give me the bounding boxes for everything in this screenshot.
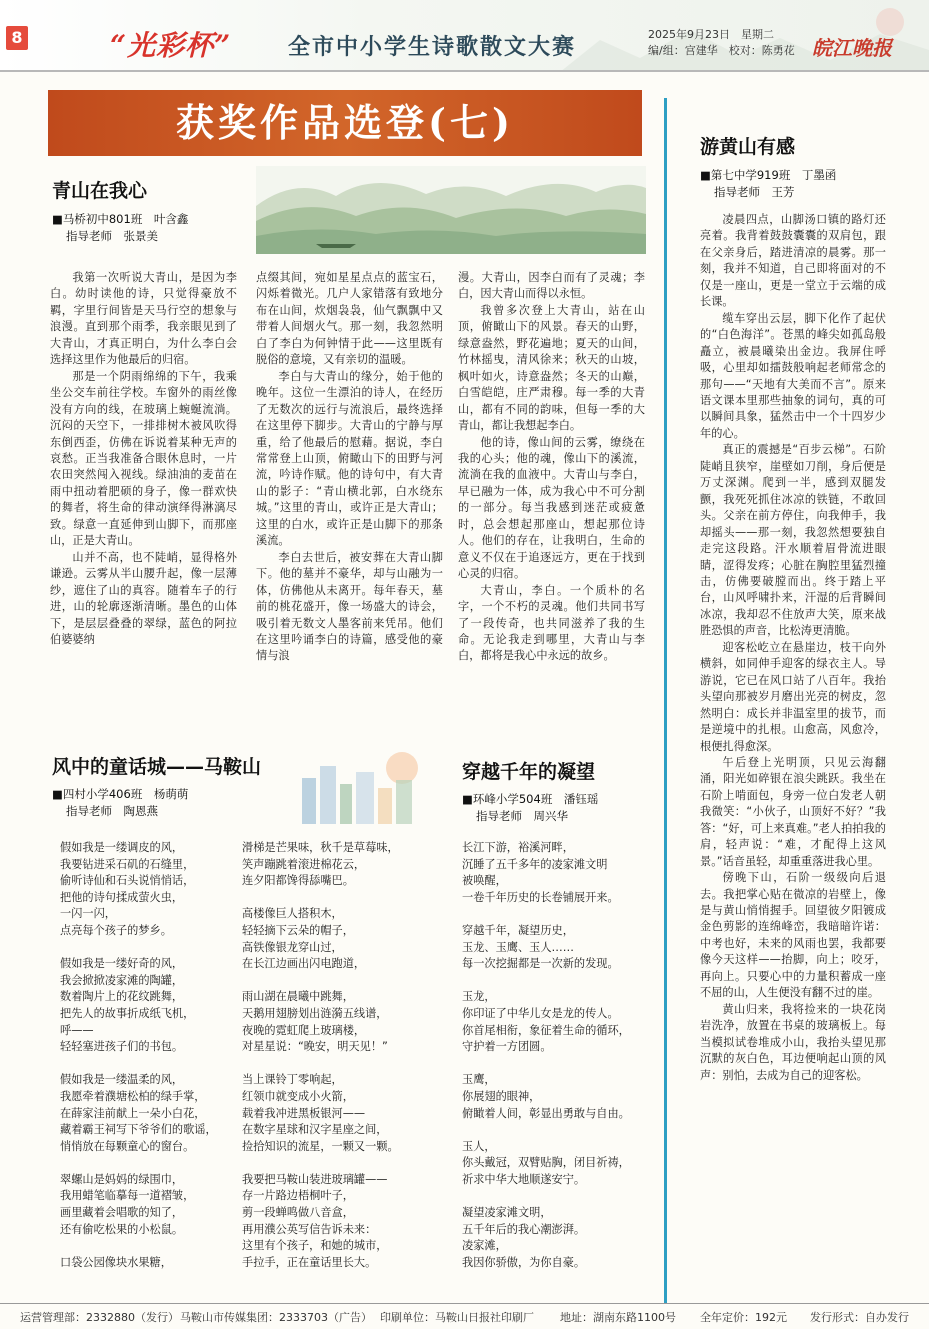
stanza <box>60 1172 250 1238</box>
article2-teacher: 指导老师 王芳 <box>714 185 795 199</box>
poem-line: 这里有个孩子，和她的城市， <box>242 1239 388 1253</box>
poem-line: 凌家滩， <box>462 1239 507 1253</box>
paragraph: 我曾多次登上大青山，站在山顶，俯瞰山下的风景。春天的山野，绿意盎然，野花遍地；夏天的山间，竹林摇曳，清风徐来；秋天的山坡，枫叶如火，诗意盎然；冬天的山巅，白雪皑皑，庄严肃穆。每一季的大青山，都有不同的韵味，但每一季的大青山，都让我想起李白。 <box>458 303 645 433</box>
poem-line: 对星星说：“晚安，明天见！” <box>242 1040 388 1054</box>
poem-line: 画里藏着会唱歌的知了， <box>60 1206 184 1220</box>
poem-line: 我要把马鞍山装进玻璃罐—— <box>242 1172 388 1186</box>
paragraph: 迎客松屹立在悬崖边，枝干向外横斜，如同伸手迎客的绿衣主人。导游说，它已在风口站了八百年。我抬头望向那被岁月磨出光亮的树皮，忽然明白：成长并非温室里的拔节，而是逆境中的扎根。山愈高，风愈冷，根便扎得愈深。 <box>700 640 886 753</box>
stanza <box>242 989 442 1055</box>
article2-title: 游黄山有感 <box>700 136 796 158</box>
footer <box>0 1303 929 1329</box>
poem-line: 翠螺山是妈妈的绿围巾， <box>60 1172 184 1186</box>
city-illustration <box>282 744 442 824</box>
stanza <box>462 989 658 1055</box>
paragraph: 他的诗，像山间的云雾，缭绕在我的心头；他的魂，像山下的溪流，流淌在我的血液中。大青山与李白，早已融为一体，成为我心中不可分割的一部分。每当我感到迷茫或疲惫时，总会想起那座山，想起那位诗人。他们的存在，让我明白，生命的意义不仅在于追逐远方，更在于找到心灵的归宿。 <box>458 435 645 581</box>
article3-author: ■四村小学406班 杨萌萌 <box>52 787 189 801</box>
paragraph: 真正的震撼是“百步云梯”。石阶陡峭且狭窄，崖壁如刀削，身后便是万丈深渊。爬到一半，感到双腿发颤，我死死抓住冰凉的铁链，不敢回头。父亲在前方停住，向我伸手，我却摇头——那一刻，我忽然想要独自走完这段路。汗水顺着眉骨流进眼睛，涩得发疼；心脏在胸腔里猛烈撞击，仿佛要破膛而出。终于踏上平台，山风呼啸扑来，汗湿的后背瞬间冰凉，我却忍不住放声大笑，原来战胜恐惧的声音，比松涛更清脆。 <box>700 443 886 638</box>
article1-column-2 <box>256 270 443 730</box>
poem-line: 祈求中华大地顺遂安宁。 <box>462 1172 586 1186</box>
poem-line: 假如我是一缕好奇的风， <box>60 957 184 971</box>
article3-teacher: 指导老师 陶恩燕 <box>66 804 158 818</box>
poem-line: 五千年后的我心潮澎湃。 <box>462 1222 586 1236</box>
paragraph: 点缀其间，宛如星星点点的蓝宝石，闪烁着微光。几户人家错落有致地分布在山间，炊烟袅袅，仙气飘飘中又带着人间烟火气。那一刻，我忽然明白了李白为何钟情于此——这里既有脱俗的意境，又有亲切的温暖。 <box>256 271 443 367</box>
paragraph: 傍晚下山，石阶一级级向后退去。我把掌心贴在微凉的岩壁上，像是与黄山悄悄握手。回望彼夕阳镀成金色剪影的连绵峰峦，我暗暗许诺：中考也好，未来的风雨也罢，我都要像今天这样——抬脚，向上；咬牙，再向上。只要心中的力量积蓄成一座不屈的山，人生便没有翻不过的崖。 <box>700 871 886 1000</box>
poem-line: 玉龙， <box>462 990 496 1004</box>
poem-line: 把他的诗句揉成萤火虫， <box>60 890 184 904</box>
poem-line: 载着我冲进黑板银河—— <box>242 1106 366 1120</box>
article4-author: ■环峰小学504班 潘钰瑶 <box>462 792 599 806</box>
poem-line: 当上课铃丁零响起， <box>242 1073 343 1087</box>
poem-line: 把先人的故事折成纸飞机， <box>60 1006 195 1020</box>
article1-author: ■马桥初中801班 叶含鑫 <box>52 212 189 226</box>
footer-distribution: 发行形式：自办发行 <box>810 1311 909 1324</box>
stanza <box>242 906 442 972</box>
poem-line: 笑声蹦跳着滚进棉花云， <box>242 857 366 871</box>
poem-line: 雨山湖在晨曦中跳舞， <box>242 990 354 1004</box>
article2-body <box>700 212 886 1300</box>
column-divider <box>664 98 667 1303</box>
stanza <box>462 1139 658 1189</box>
article4-teacher: 指导老师 周兴华 <box>476 809 568 823</box>
poem-line: 我会掀掀凌家滩的陶罐， <box>60 973 184 987</box>
poem-line: 再用濮公英写信告诉未来： <box>242 1222 377 1236</box>
paragraph: 那是一个阴雨绵绵的下午，我乘坐公交车前往学校。车窗外的雨丝像没有方向的线，在玻璃上蜿蜒流淌。沉闷的天空下，一排排树木被风吹得东倒西歪，仿佛在诉说着某种无声的哀愁。正当我准备合眼休息时，一片农田突然闯入视线。绿油油的麦苗在雨中扭动着肥硕的身子，像一群欢快的舞者，将生命的律动演绎得淋漓尽致。绿意一直延伸到山脚下，而那座山，正是大青山。 <box>50 369 237 548</box>
stanza <box>60 1072 250 1155</box>
paragraph: 缆车穿出云层，脚下化作了起伏的“白色海洋”。苍黑的峰尖如孤岛般矗立，被晨曦染出金边。我屏住呼吸，心里却如擂鼓般响起老师常念的那句——“天地有大美而不言”。原来语文课本里那些抽象的词句，真的可以瞬间具象，猛然击中一个十四岁少年的心。 <box>700 311 886 440</box>
poem-line: 凝望凌家滩文明， <box>462 1206 552 1220</box>
poem-line: 天鹅用翅膀划出涟漪五线谱， <box>242 1006 388 1020</box>
poem-line: 我用蜡笔临摹每一道褶皱， <box>60 1189 195 1203</box>
article4-title: 穿越千年的凝望 <box>462 761 596 783</box>
masthead <box>0 0 929 72</box>
article1-column-3 <box>458 270 645 730</box>
poem-line: 剪一段蝉鸣做八音盒， <box>242 1206 354 1220</box>
section-banner: 获奖作品选登(七) <box>48 90 642 156</box>
poem-line: 假如我是一缕温柔的风， <box>60 1073 184 1087</box>
stanza <box>242 840 442 890</box>
footer-printer: 印刷单位：马鞍山日报社印刷厂 <box>380 1311 534 1324</box>
stanza <box>462 923 658 973</box>
poem-line: 手拉手，正在童话里长大。 <box>242 1255 377 1269</box>
contest-title: 全市中小学生诗歌散文大赛 <box>288 34 577 60</box>
poem-line: 我要钻进采石矶的石缝里， <box>60 857 195 871</box>
poem-line: 长江下游，裕溪河畔， <box>462 841 574 854</box>
stanza <box>462 840 658 906</box>
paragraph: 凌晨四点，山脚汤口镇的路灯还亮着。我背着鼓鼓囊囊的双肩包，跟在父亲身后，踏进清凉的晨雾。那一刻，我并不知道，自己即将面对的不仅是一座山，更是一堂立于云端的成长课。 <box>700 213 886 309</box>
poem-line: 你首尾相衔，象征着生命的循环， <box>462 1023 630 1037</box>
poem-line: 你印证了中华儿女是龙的传人。 <box>462 1006 619 1020</box>
poem-line: 轻轻塞进孩子们的书包。 <box>60 1040 184 1054</box>
paragraph: 李白与大青山的缘分，始于他的晚年。这位一生漂泊的诗人，在经历了无数次的远行与流浪后，最终选择在这里停下脚步。大青山的宁静与厚重，给了他最后的慰藉。据说，李白常常登上山顶，俯瞰山下的田野与河流，吟诗作赋。他的诗句中，有大青山的影子：“青山横北郭，白水绕东城。”这里的青山，或许正是大青山；这里的白水，或许正是山脚下的那条溪流。 <box>256 369 443 548</box>
poem-line: 高楼像巨人搭积木， <box>242 907 343 921</box>
poem-line: 悄悄放在每颗童心的窗台。 <box>60 1139 195 1153</box>
paragraph: 午后登上光明顶，只见云海翻涌，阳光如碎银在浪尖跳跃。我坐在石阶上啃面包，身旁一位白发老人朝我微笑：“小伙子，山顶好不好？”我答：“好，可上来真难。”老人拍拍我的肩，轻声说：“难，才配得上这风景。”话音虽轻，却重重落进我心里。 <box>700 755 886 868</box>
poem-line: 在数字星球和汉字星座之间， <box>242 1123 388 1137</box>
poem-line: 被唤醒， <box>462 874 507 888</box>
article1-teacher: 指导老师 张景美 <box>66 229 158 243</box>
poem-line: 我愿牵着濮塘松柏的绿手掌， <box>60 1089 206 1103</box>
stanza <box>462 1072 658 1122</box>
poem-line: 在薛家洼前献上一朵小白花， <box>60 1106 206 1120</box>
poem-line: 你展翅的眼神， <box>462 1089 541 1103</box>
poem-line: 还有偷吃松果的小松鼠。 <box>60 1222 184 1236</box>
poem-line: 口袋公园像块水果糖， <box>60 1255 172 1269</box>
stanza <box>242 1072 442 1155</box>
article3-column-2 <box>242 840 442 1300</box>
editors-credit: 编/组：宫建华 校对：陈勇花 <box>648 44 795 57</box>
poem-line: 滑梯是芒果味，秋千是草莓味， <box>242 841 399 854</box>
paper-logo: 皖江晚报 <box>812 36 892 60</box>
poem-line: 高铁像银龙穿山过， <box>242 940 343 954</box>
paragraph: 黄山归来，我将捡来的一块花岗岩洗净，放置在书桌的玻璃板上。每当模拟试卷堆成小山，我抬头望见那沉默的灰白色，耳边便响起山顶的风声：别怕，去成为自己的迎客松。 <box>700 1002 886 1082</box>
poem-line: 在长江边画出闪电跑道， <box>242 957 366 971</box>
article1-column-1 <box>50 270 237 730</box>
poem-line: 捡拾知识的流星，一颗又一颗。 <box>242 1139 399 1153</box>
stanza <box>462 1205 658 1271</box>
poem-line: 夜晚的霓虹爬上玻璃楼， <box>242 1023 366 1037</box>
paragraph: 我第一次听说大青山，是因为李白。幼时读他的诗，只觉得豪放不羁，字里行间皆是天马行空的想象与浪漫。直到那个雨季，我亲眼见到了大青山，才真正明白，为什么李白会选择这里作为他最后的归宿。 <box>50 271 237 367</box>
poem-line: 沉睡了五千多年的凌家滩文明 <box>462 857 608 871</box>
poem-line: 呼—— <box>60 1023 94 1037</box>
stanza <box>60 956 250 1056</box>
paragraph: 李白去世后，被安葬在大青山脚下。他的墓并不豪华，却与山融为一体，仿佛他从未离开。每年春天，墓前的桃花盛开，像一场盛大的诗会，吸引着无数文人墨客前来凭吊。他们在这里吟诵李白的诗篇，感受他的豪情与浪 <box>256 550 443 663</box>
poem-line: 玉鹰， <box>462 1073 496 1087</box>
masthead-divider <box>0 70 929 72</box>
paragraph: 大青山，李白。一个质朴的名字，一个不朽的灵魂。他们共同书写了一段传奇，也共同滋养了我的生命。无论我走到哪里，大青山与李白，都将是我心中永远的故乡。 <box>458 583 645 663</box>
poem-line: 玉龙、玉鹰、玉人…… <box>462 940 574 954</box>
footer-price: 全年定价：192元 <box>700 1311 787 1324</box>
poem-line: 数着陶片上的花纹跳舞， <box>60 990 184 1004</box>
article1-title: 青山在我心 <box>52 180 148 202</box>
article3-title: 风中的童话城——马鞍山 <box>52 756 262 778</box>
poem-line: 存一片路边梧桐叶子， <box>242 1189 354 1203</box>
poem-line: 一卷千年历史的长卷铺展开来。 <box>462 890 619 904</box>
article2-author: ■第七中学919班 丁墨函 <box>700 168 837 182</box>
page-number: 8 <box>6 26 28 50</box>
poem-line: 点亮每个孩子的梦乡。 <box>60 923 172 937</box>
poem-line: 假如我是一缕调皮的风， <box>60 841 184 854</box>
poem-line: 红领巾就变成小火箭， <box>242 1089 354 1103</box>
paragraph: 漫。大青山，因李白而有了灵魂；李白，因大青山而得以永恒。 <box>458 271 645 301</box>
poem-line: 我因你骄傲，为你自豪。 <box>462 1255 586 1269</box>
poem-line: 一闪一闪， <box>60 907 116 921</box>
poem-line: 穿越千年，凝望历史， <box>462 923 574 937</box>
poem-line: 玉人， <box>462 1139 496 1153</box>
article3-column-1 <box>60 840 250 1300</box>
footer-address: 地址：湖南东路1100号 <box>560 1311 676 1324</box>
stanza <box>60 1255 250 1272</box>
article4-body <box>462 840 658 1300</box>
stanza <box>60 840 250 940</box>
poem-line: 藏着霸王祠写下爷爷们的歌谣， <box>60 1123 217 1137</box>
poem-line: 你头戴冠，双臂贴胸，闭目祈祷， <box>462 1156 630 1170</box>
poem-line: 守护着一方团圆。 <box>462 1040 552 1054</box>
footer-ad-dept: 运营管理部：2332880（发行） <box>20 1311 179 1324</box>
landscape-illustration <box>256 166 646 254</box>
poem-line: 偷听诗仙和石头说悄悄话， <box>60 874 195 888</box>
poem-line: 俯瞰着人间，彰显出勇敢与自由。 <box>462 1106 630 1120</box>
stanza <box>242 1172 442 1272</box>
poem-line: 连夕阳都馋得舔嘴巴。 <box>242 874 354 888</box>
cup-title: “光彩杯” <box>110 29 232 62</box>
poem-line: 每一次挖掘都是一次新的发现。 <box>462 957 619 971</box>
paragraph: 山并不高，也不陡峭，显得格外谦逊。云雾从半山腰升起，像一层薄纱，遮住了山的真容。随着车子的行进，山的轮廓逐渐清晰。墨色的山体下，是层层叠叠的翠绿，蓝色的阿拉伯婆婆纳 <box>50 550 237 646</box>
poem-line: 轻轻摘下云朵的帽子， <box>242 923 354 937</box>
footer-group: 马鞍山市传媒集团：2333703（广告） <box>180 1311 372 1324</box>
issue-date: 2025年9月23日 星期二 <box>648 28 774 41</box>
